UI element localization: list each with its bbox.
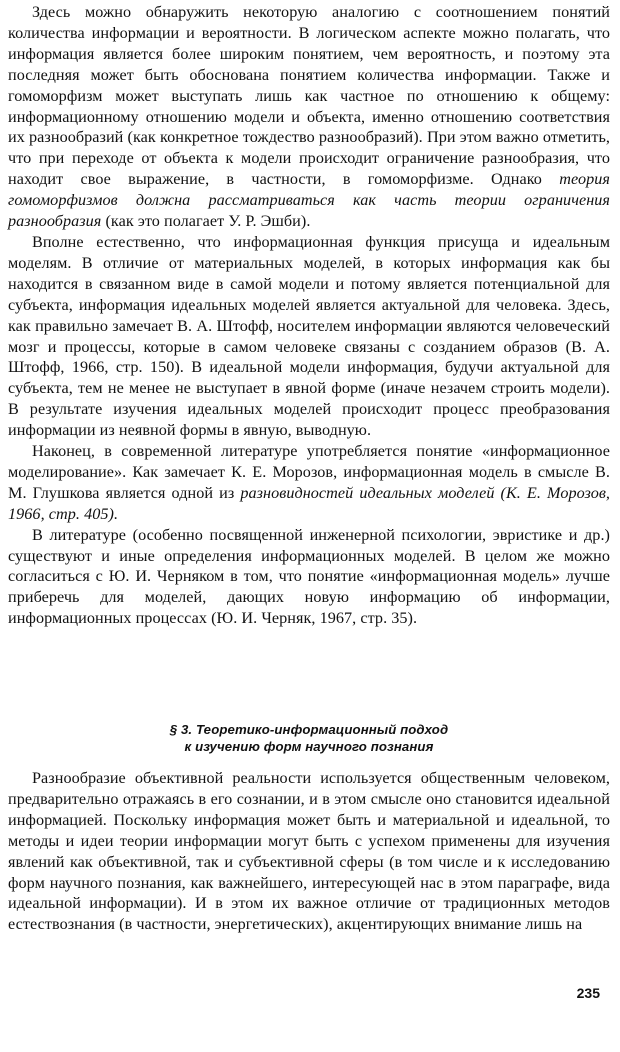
paragraph-5: Разнообразие объективной реальности используется общественным человеком, предварительно отражаясь в его сознании, и в этом смысле оно становится идеальной информацией. Поскольку информация может быть и материальной и идеальной, то методы и идеи теории информации могут быть с успехом применены для изучения явлений как объективной, так и субъективной сферы (в том числе и к исследованию форм научного познания, как важнейшего, интересующей нас в этом параграфе, вида идеальной информации). И в этом их важное отличие от традиционных методов естествознания (в частности, энергетических), акцентирующих внимание лишь на — [8, 769, 610, 934]
paragraph-3-text-a: Наконец, в современной литературе употребляется понятие «информационное моделирование». Как замечает К. Е. Морозов, информационная модель в смысле В. М. Глушкова является одной из — [8, 442, 610, 502]
paragraph-1 — [8, 2, 610, 232]
paragraph-1-text-c: (как это полагает У. Р. Эшби). — [101, 212, 311, 231]
section-heading-line-1: § 3. Теоретико-информационный подход — [169, 722, 449, 737]
paragraph-4: В литературе (особенно посвященной инженерной психологии, эвристике и др.) существуют и иные определения информационных моделей. В целом же можно согласиться с Ю. И. Черняком в том, что понятие «информационная модель» лучше приберечь для моделей, дающих новую информацию об информации, информационных процессах (Ю. И. Черняк, 1967, стр. 35). — [8, 525, 610, 628]
upper-text-block — [8, 2, 610, 629]
section-heading — [8, 721, 610, 755]
paragraph-3-italic: разновидностей идеальных моделей (К. Е. Морозов, 1966, стр. 405). — [8, 483, 611, 523]
paragraph-1-text-a: Здесь можно обнаружить некоторую аналогию с соотношением понятий количества информации и вероятности. В логическом аспекте можно полагать, что информация является более широким понятием, чем вероятность, и поэтому эта последняя может быть обоснована понятием количества информации. Также и гомоморфизм может выступать лишь как частное по отношению к общему: информационному отношению модели и объекта, именно отношению соответствия их разнообразий (как конкретное тождество разнообразий). При этом важно отметить, что при переходе от объекта к модели происходит ограничение разнообразия, что находит свое выражение, в частности, в гомоморфизме. Однако — [8, 3, 610, 189]
lower-text-block — [8, 768, 610, 935]
paragraph-1-italic: теория гомоморфизмов должна рассматриваться как часть теории ограничения разнообразия — [8, 170, 610, 231]
page-number: 235 — [576, 985, 600, 1001]
paragraph-3 — [8, 441, 610, 525]
section-heading-line-2: к изучению форм научного познания — [184, 739, 434, 754]
paragraph-2: Вполне естественно, что информационная функция присуща и идеальным моделям. В отличие от материальных моделей, в которых информация как бы находится в связанном виде в самой модели и потому является потенциальной для субъекта, информация идеальных моделей является актуальной для человека. Здесь, как правильно замечает В. А. Штофф, носителем информации являются человеческий мозг и процессы, которые в самом человеке связаны с созданием образов (В. А. Штофф, 1966, стр. 150). В идеальной модели информация, будучи актуальной для субъекта, тем не менее не выступает в явной форме (иначе незачем строить модели). В результате изучения идеальных моделей происходит процесс преобразования информации из неявной формы в явную, выводную. — [8, 232, 610, 440]
